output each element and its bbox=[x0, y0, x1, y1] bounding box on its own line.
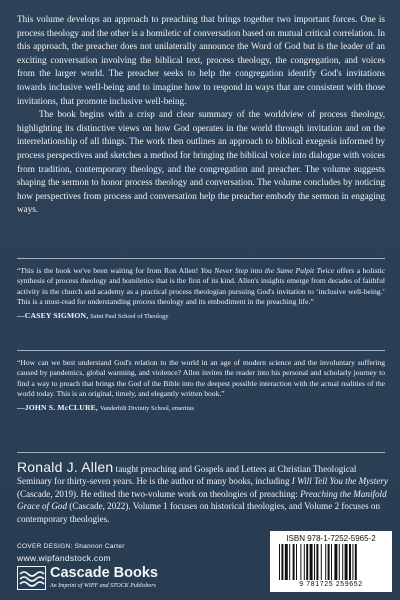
barcode-bar bbox=[296, 544, 297, 580]
book-description bbox=[17, 13, 385, 217]
barcode-digits: 9 781725 259652 bbox=[299, 581, 363, 588]
divider bbox=[17, 258, 385, 259]
cover-design-credit: COVER DESIGN: Shannon Carter bbox=[17, 543, 125, 550]
description-paragraph: The book begins with a crisp and clear summary of the worldview of process theology, highlighting its distinctive views on how God operates in the world through invitation and on the interrelationship of all things. The work then outlines an approach to biblical exegesis informed by process perspectives and sketches a method for bringing the biblical voice into dialogue with voices from tradition, contemporary theology, and the congregation and preacher. The volume suggests shaping the sermon to honor process theology and conversation. The volume concludes by noticing how perspectives from process and conversation help the preacher embody the sermon in engaging ways. bbox=[17, 109, 385, 215]
divider bbox=[17, 452, 385, 453]
publisher-logo bbox=[17, 564, 247, 594]
endorser-name: —CASEY SIGMON, bbox=[17, 310, 89, 320]
barcode-bar bbox=[289, 544, 290, 580]
endorsement bbox=[17, 266, 385, 322]
barcode-bar bbox=[349, 544, 351, 580]
endorsement-attribution bbox=[17, 311, 385, 322]
barcode-bar bbox=[300, 544, 301, 580]
isbn-label: ISBN 978-1-7252-5965-2 bbox=[286, 534, 376, 543]
barcode-bar bbox=[328, 544, 330, 580]
book-title: You Never Step into the Same Pulpit Twice bbox=[200, 266, 335, 275]
isbn-barcode bbox=[270, 531, 392, 592]
author-bio: Ronald J. Allen taught preaching and Gospels and Letters at Christian Theological Seminary for thirty-seven years. He is the author of many books, including I Will Tell You the Mystery (Cascade, 2019). He edited the two-volume work on theologies of preaching: Preaching the Manifold Grace of God (Cascade, 2022). Volume 1 focuses on historical theologies, and Volume 2 focuses on contemporary theologies. bbox=[17, 459, 388, 524]
endorsement bbox=[17, 358, 385, 414]
barcode-bar bbox=[316, 544, 318, 580]
barcode-bar bbox=[293, 544, 295, 580]
publisher-name: Cascade Books bbox=[50, 565, 158, 581]
barcode-bar bbox=[285, 544, 288, 580]
book-title: Preaching the Manifold Grace of God bbox=[17, 488, 387, 512]
endorser-name: —JOHN S. McCLURE, bbox=[17, 402, 99, 412]
barcode-bar bbox=[310, 544, 313, 580]
endorser-affiliation: Saint Paul School of Theology bbox=[90, 312, 169, 320]
endorsement-quote: “This is the book we've been waiting for from Ron Allen! You Never Step into the Same Pulpit Twice offers a holistic synthesis of process theology and homiletics that is the first of its kind. Allen's insights emerge from decades of faithful activity in the church and academy as a practical process theologian pursuing God's invitation to ‘inclusive well-being.’ This is a must-read for understanding process theology and its embodiment in the preaching life.” bbox=[17, 266, 385, 307]
barcode-bar bbox=[334, 544, 337, 580]
barcode-bar bbox=[279, 544, 280, 580]
divider bbox=[17, 350, 385, 351]
barcode-bar bbox=[331, 544, 332, 580]
barcode-bar bbox=[281, 544, 283, 580]
barcode-bar bbox=[342, 544, 343, 580]
barcode-bars bbox=[279, 544, 383, 580]
endorser-affiliation: Vanderbilt Divinity School, emeritus bbox=[99, 404, 195, 412]
book-title: I Will Tell You the Mystery bbox=[291, 476, 388, 487]
barcode-bar bbox=[345, 544, 348, 580]
cascade-waves-icon bbox=[17, 566, 46, 590]
endorsement-quote: “How can we best understand God's relation to the world in an age of modern science and the involuntary suffering caused by pandemics, global warming, and violence? Allen invites the reader into his personal and scholarly journey to find a way to preach that brings the God of the Bible into the deepest possible interaction with the actual realities of the world today. This is an original, timely, and elegantly written book.” bbox=[17, 358, 385, 399]
author-name: Ronald J. Allen bbox=[17, 459, 114, 475]
barcode-bar bbox=[339, 544, 340, 580]
barcode-bar bbox=[352, 544, 353, 580]
description-paragraph: This volume develops an approach to preaching that brings together two important forces. One is process theology and the other is a homiletic of conversation based on mutual critical correlation. In this approach, the preacher does not unilaterally announce the Word of God but is the leader of an exciting conversation involving the biblical text, process theology, the congregation, and voices from the larger world. The preacher seeks to help the congregation identify God's invitations towards inclusive well-being and to imagine how to respond in ways that are consistent with those invitations, that promote inclusive well-being. bbox=[17, 14, 385, 106]
publisher-imprint: An Imprint of WIPF and STOCK Publishers bbox=[50, 583, 156, 589]
endorsement-attribution bbox=[17, 403, 385, 414]
barcode-bar bbox=[355, 544, 357, 580]
barcode-bar bbox=[325, 544, 326, 580]
barcode-bar bbox=[314, 544, 315, 580]
barcode-bar bbox=[304, 544, 305, 580]
barcode-bar bbox=[321, 544, 322, 580]
barcode-bar bbox=[306, 544, 308, 580]
publisher-website: www.wipfandstock.com bbox=[17, 553, 111, 563]
